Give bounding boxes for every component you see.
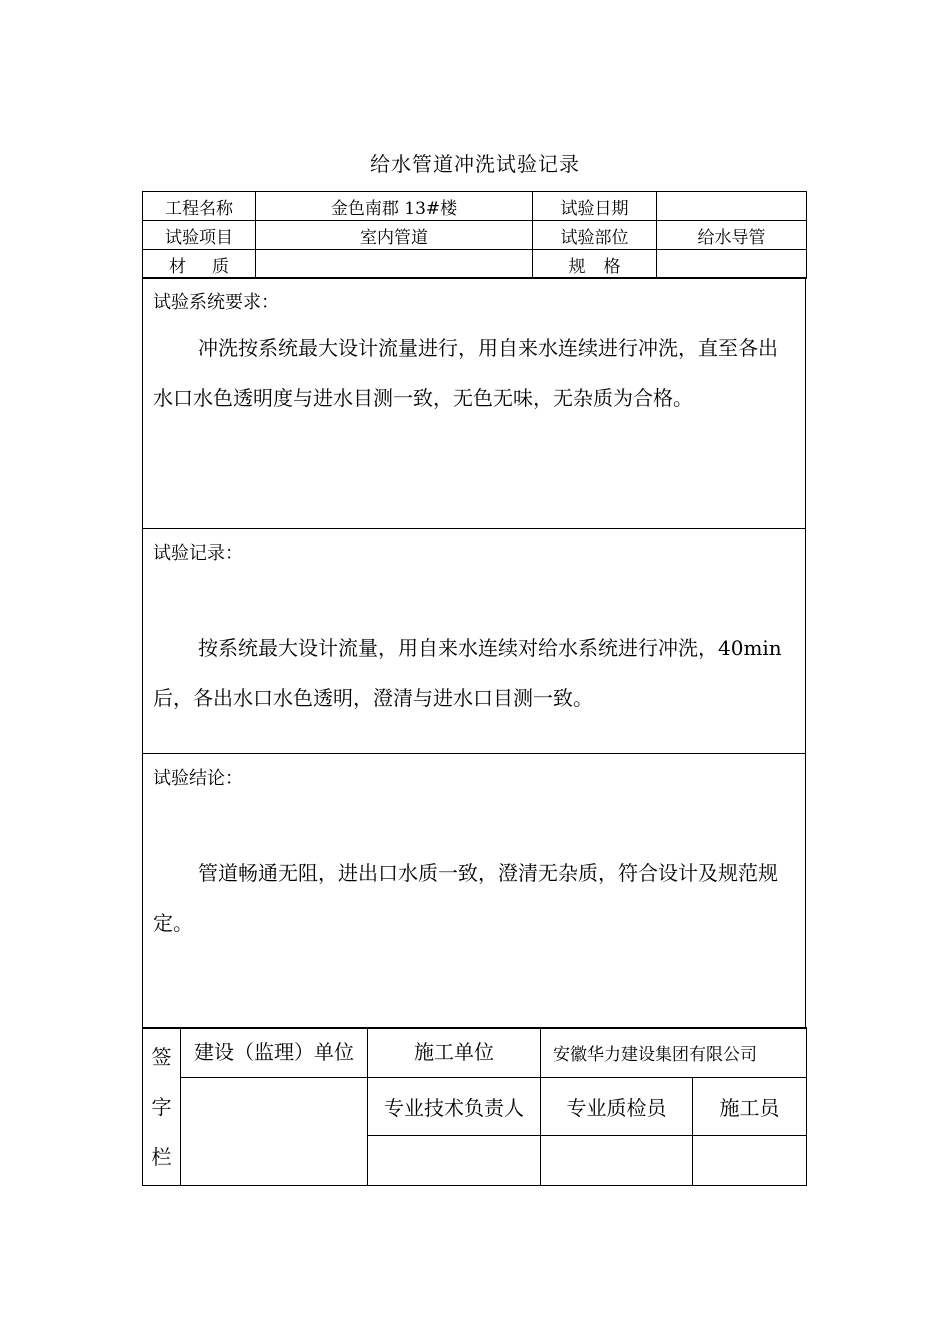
signature-char-2: 字 xyxy=(151,1095,172,1119)
quality-inspector-signature-cell xyxy=(541,1136,693,1186)
requirements-label: 试验系统要求： xyxy=(153,292,279,313)
project-name-label: 工程名称 xyxy=(143,192,256,221)
test-part-label: 试验部位 xyxy=(533,221,657,250)
conclusion-section xyxy=(143,754,806,1029)
requirements-text: 冲洗按系统最大设计流量进行，用自来水连续进行冲洗，直至各出水口水色透明度与进水目测一致，无色无味，无杂质为合格。 xyxy=(153,336,778,410)
material-label: 材质 xyxy=(143,250,256,279)
spec-value xyxy=(657,250,807,279)
test-date-label: 试验日期 xyxy=(533,192,657,221)
conclusion-cell xyxy=(143,754,806,1029)
spec-label: 规格 xyxy=(533,250,657,279)
signature-table xyxy=(142,1027,807,1186)
signature-char-1: 签 xyxy=(151,1045,172,1069)
supervisor-label: 建设（监理）单位 xyxy=(181,1028,368,1078)
worker-signature-cell xyxy=(693,1136,807,1186)
supervisor-signature-cell xyxy=(181,1078,368,1186)
project-name-value: 金色南郡 13#楼 xyxy=(256,192,533,221)
info-row-3 xyxy=(143,250,807,279)
material-value xyxy=(256,250,533,279)
quality-inspector-label: 专业质检员 xyxy=(541,1078,693,1136)
tech-lead-label: 专业技术负责人 xyxy=(368,1078,541,1136)
info-row-2 xyxy=(143,221,807,250)
record-label: 试验记录： xyxy=(153,543,243,564)
contractor-label: 施工单位 xyxy=(368,1028,541,1078)
company-name: 安徽华力建设集团有限公司 xyxy=(541,1028,807,1078)
conclusion-label: 试验结论： xyxy=(153,768,243,789)
tech-lead-signature-cell xyxy=(368,1136,541,1186)
info-table xyxy=(142,191,807,279)
test-item-label: 试验项目 xyxy=(143,221,256,250)
record-text: 按系统最大设计流量，用自来水连续对给水系统进行冲洗，40min 后，各出水口水色透明，澄清与进水口目测一致。 xyxy=(153,636,782,710)
document-title: 给水管道冲洗试验记录 xyxy=(370,152,580,176)
test-date-value xyxy=(657,192,807,221)
info-row-1 xyxy=(143,192,807,221)
signature-char-3: 栏 xyxy=(151,1145,172,1169)
test-part-value: 给水导管 xyxy=(657,221,807,250)
test-item-value: 室内管道 xyxy=(256,221,533,250)
conclusion-text: 管道畅通无阻，进出口水质一致，澄清无杂质，符合设计及规范规定。 xyxy=(153,861,778,935)
sections-table xyxy=(142,277,806,1029)
record-section xyxy=(143,529,806,754)
signature-row-2 xyxy=(143,1078,807,1136)
signature-row-1 xyxy=(143,1028,807,1078)
record-cell xyxy=(143,529,806,754)
requirements-cell xyxy=(143,278,806,529)
signature-column-label xyxy=(143,1028,181,1186)
requirements-section xyxy=(143,278,806,529)
worker-label: 施工员 xyxy=(693,1078,807,1136)
